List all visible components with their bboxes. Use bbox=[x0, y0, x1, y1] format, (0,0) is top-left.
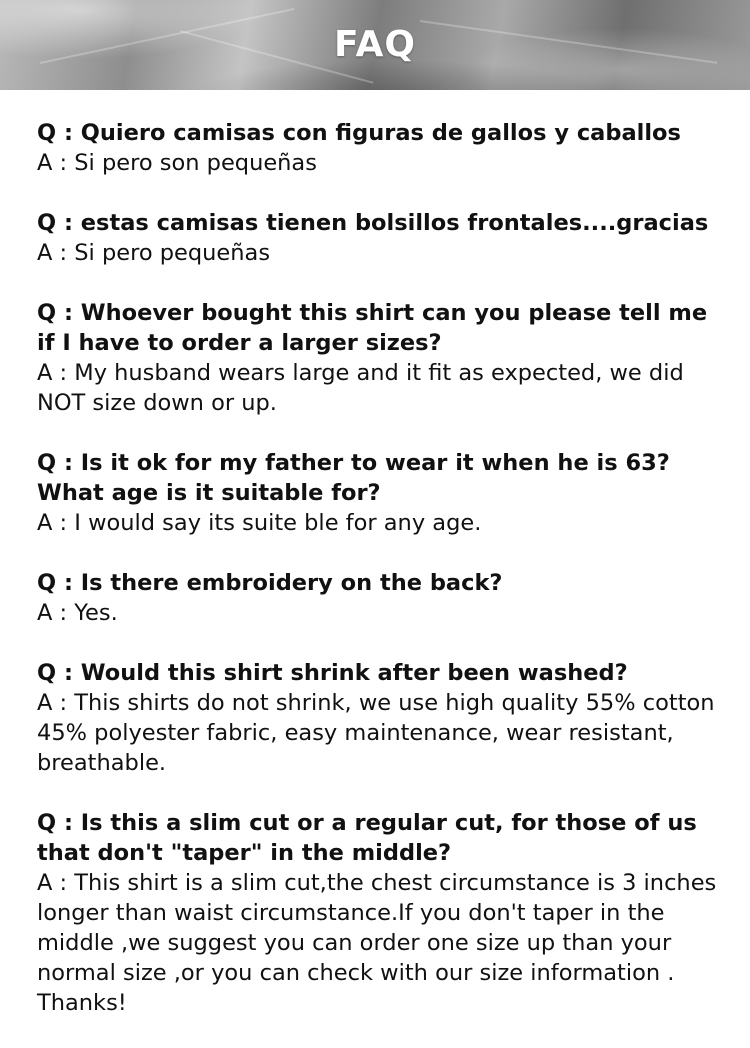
faq-question: Q : Is there embroidery on the back? bbox=[37, 570, 503, 596]
faq-answer: A : This shirts do not shrink, we use high quality 55% cotton 45% polyester fabric, easy maintenance, wear resistant, breathable. bbox=[37, 690, 722, 776]
faq-answer: A : Si pero son pequeñas bbox=[37, 150, 317, 176]
faq-question: Q : Quiero camisas con figuras de gallos y caballos bbox=[37, 120, 681, 146]
faq-question: Q : Whoever bought this shirt can you please tell me if I have to order a larger sizes? bbox=[37, 300, 715, 356]
faq-question: Q : estas camisas tienen bolsillos frontales....gracias bbox=[37, 210, 709, 236]
faq-question: Q : Would this shirt shrink after been washed? bbox=[37, 660, 628, 686]
faq-answer: A : This shirt is a slim cut,the chest circumstance is 3 inches longer than waist circumstance.If you don't taper in the middle ,we suggest you can order one size up than your normal size ,or you can check with our size information . Thanks! bbox=[37, 870, 724, 1016]
faq-item bbox=[37, 298, 727, 418]
faq-banner bbox=[0, 0, 750, 90]
faq-item bbox=[37, 448, 727, 538]
faq-item bbox=[37, 808, 727, 1018]
faq-answer: A : Si pero pequeñas bbox=[37, 240, 271, 266]
faq-answer: A : Yes. bbox=[37, 600, 118, 626]
faq-item bbox=[37, 118, 727, 178]
page-title: FAQ bbox=[334, 24, 416, 65]
faq-question: Q : Is it ok for my father to wear it when he is 63? What age is it suitable for? bbox=[37, 450, 678, 506]
faq-item bbox=[37, 208, 727, 268]
faq-list bbox=[37, 118, 727, 1048]
faq-question: Q : Is this a slim cut or a regular cut, for those of us that don't "taper" in the middle? bbox=[37, 810, 705, 866]
faq-answer: A : My husband wears large and it fit as expected, we did NOT size down or up. bbox=[37, 360, 691, 416]
faq-item bbox=[37, 658, 727, 778]
faq-item bbox=[37, 568, 727, 628]
faq-answer: A : I would say its suite ble for any age. bbox=[37, 510, 482, 536]
